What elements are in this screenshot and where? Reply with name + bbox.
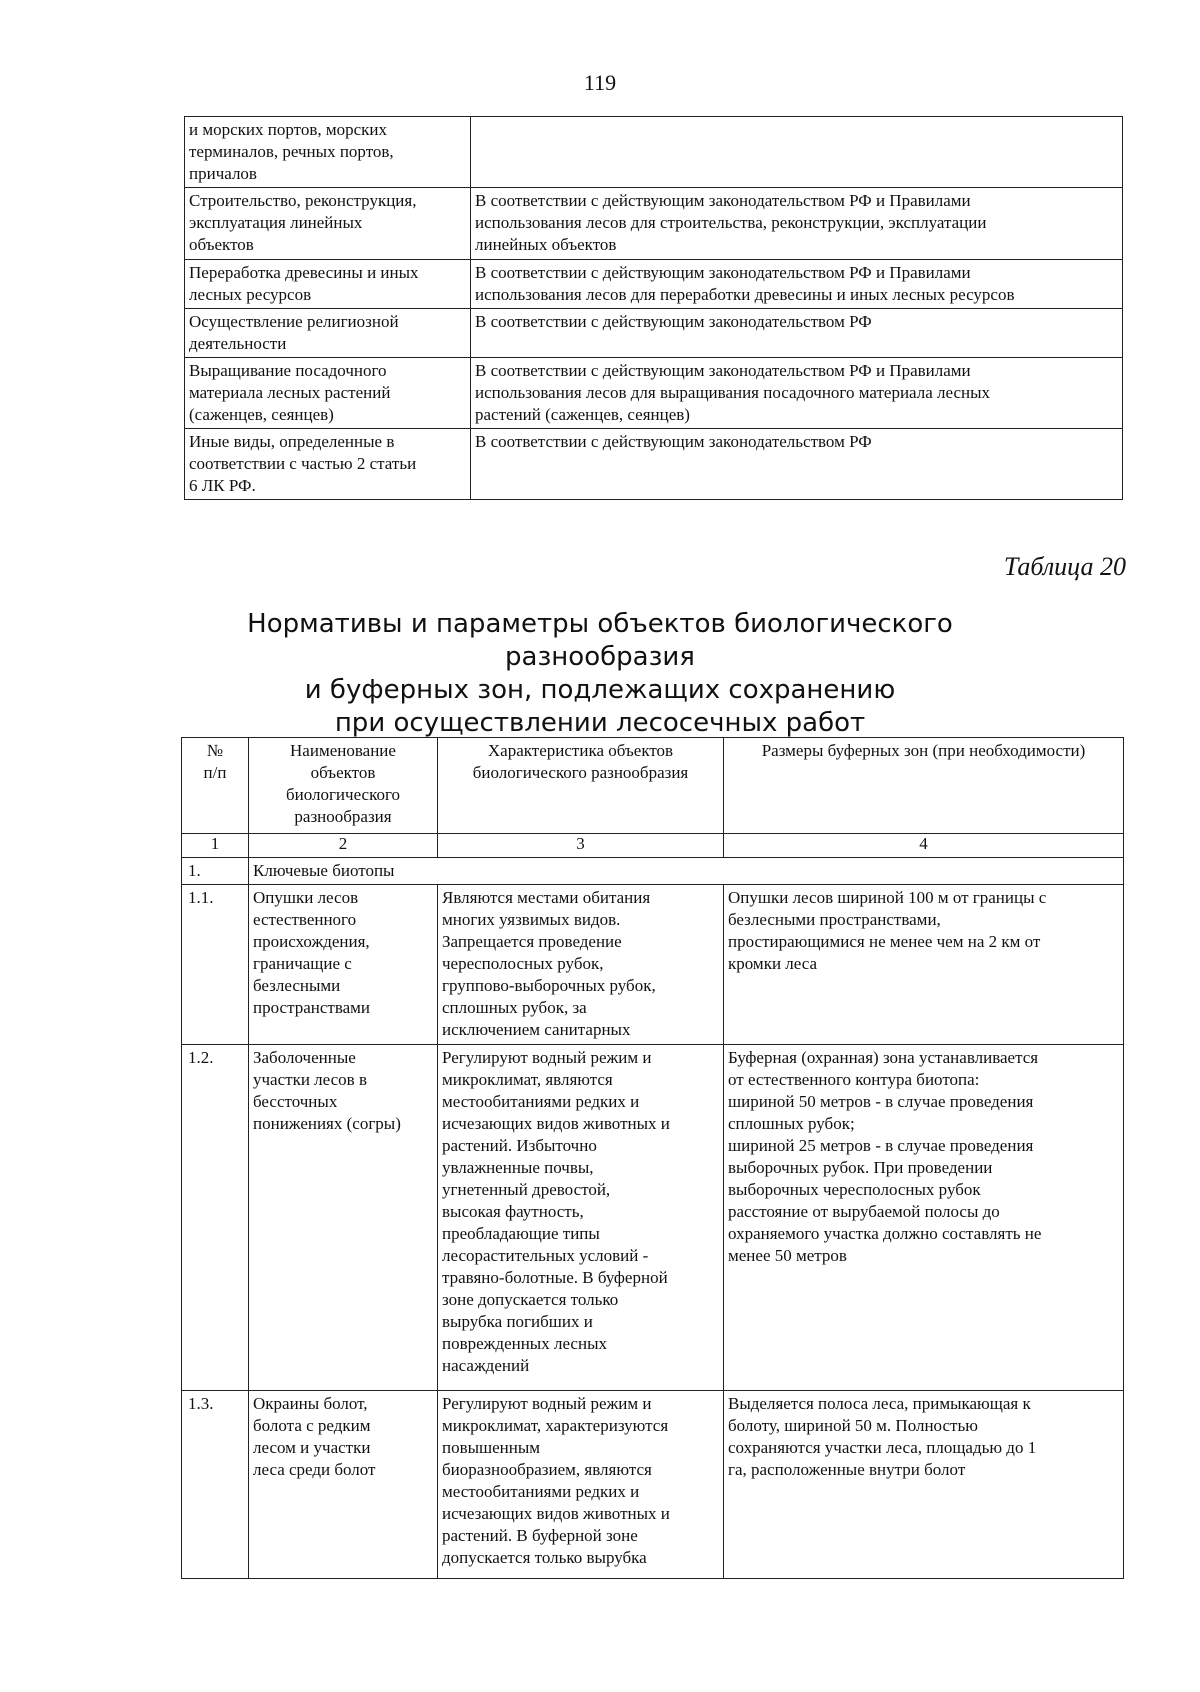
use-rules-cell: В соответствии с действующим законодательством РФ и Правилами использования лесов для переработки древесины и иных лесных ресурсов [471,260,1123,309]
table-row [185,309,1123,358]
object-name-cell: Окраины болот, болота с редким лесом и участки леса среди болот [249,1391,438,1579]
use-rules-cell: В соответствии с действующим законодательством РФ и Правилами использования лесов для выращивания посадочного материала лесных растений (саженцев, сеянцев) [471,358,1123,429]
characteristic-cell: Являются местами обитания многих уязвимых видов. Запрещается проведение череcполосных рубок, группово-выборочных рубок, сплошных рубок, за исключением санитарных [438,885,724,1045]
section-number: 1. [182,858,249,885]
table-row [182,1391,1124,1579]
row-number: 1.2. [182,1045,249,1391]
table-row [185,260,1123,309]
characteristic-cell: Регулируют водный режим и микроклимат, характеризуются повышенным биоразнообразием, являются местообитаниями редких и исчезающих видов животных и растений. В буферной зоне допускается только вырубка [438,1391,724,1579]
buffer-zone-cell: Опушки лесов шириной 100 м от границы с безлесными пространствами, простирающимися не менее чем на 2 км от кромки леса [724,885,1124,1045]
use-rules-cell: В соответствии с действующим законодательством РФ и Правилами использования лесов для строительства, реконструкции, эксплуатации линейных объектов [471,188,1123,260]
land-use-table [184,116,1123,500]
use-type-cell: Переработка древесины и иных лесных ресурсов [185,260,471,309]
table-header-row [182,738,1124,834]
object-name-cell: Заболоченные участки лесов в бессточных понижениях (согры) [249,1045,438,1391]
table-row [185,188,1123,260]
biodiversity-table [181,737,1124,1579]
table-row [182,1045,1124,1391]
characteristic-cell: Регулируют водный режим и микроклимат, являются местообитаниями редких и исчезающих видов животных и растений. Избыточно увлажненные почвы, угнетенный древостой, высокая фаутность, преобладающие типы лесорастительных условий - травяно-болотные. В буферной зоне допускается только вырубка погибших и поврежденных лесных насаждений [438,1045,724,1391]
column-number: 1 [182,834,249,858]
column-header-number: № п/п [182,738,249,834]
column-header-name: Наименование объектов биологического разнообразия [249,738,438,834]
table-row [185,117,1123,188]
use-type-cell: и морских портов, морских терминалов, речных портов, причалов [185,117,471,188]
object-name-cell: Опушки лесов естественного происхождения, граничащие с безлесными пространствами [249,885,438,1045]
use-rules-cell [471,117,1123,188]
use-rules-cell: В соответствии с действующим законодательством РФ [471,309,1123,358]
page-number: 119 [583,70,617,95]
row-number: 1.1. [182,885,249,1045]
buffer-zone-cell: Выделяется полоса леса, примыкающая к болоту, шириной 50 м. Полностью сохраняются участки леса, площадью до 1 га, расположенные внутри болот [724,1391,1124,1579]
table-row [185,429,1123,500]
use-type-cell: Осуществление религиозной деятельности [185,309,471,358]
section-title: Ключевые биотопы [249,858,1124,885]
use-type-cell: Выращивание посадочного материала лесных растений (саженцев, сеянцев) [185,358,471,429]
column-number: 2 [249,834,438,858]
table-row [182,885,1124,1045]
column-header-characteristic: Характеристика объектов биологического разнообразия [438,738,724,834]
table-row [185,358,1123,429]
buffer-zone-cell: Буферная (охранная) зона устанавливается от естественного контура биотопа: шириной 50 метров - в случае проведения сплошных рубок; шириной 25 метров - в случае проведения выборочных рубок. При проведении выборочных чересполосных рубок расстояние от вырубаемой полосы до охраняемого участка должно составлять не менее 50 метров [724,1045,1124,1391]
row-number: 1.3. [182,1391,249,1579]
use-type-cell: Строительство, реконструкция, эксплуатация линейных объектов [185,188,471,260]
column-number: 3 [438,834,724,858]
page-title: Нормативы и параметры объектов биологического разнообразия и буферных зон, подлежащих сохранению при осуществлении лесосечных работ [247,609,953,738]
column-number: 4 [724,834,1124,858]
column-header-buffer: Размеры буферных зон (при необходимости) [724,738,1124,834]
column-number-row [182,834,1124,858]
use-rules-cell: В соответствии с действующим законодательством РФ [471,429,1123,500]
use-type-cell: Иные виды, определенные в соответствии с частью 2 статьи 6 ЛК РФ. [185,429,471,500]
section-row [182,858,1124,885]
table-caption: Таблица 20 [1003,552,1126,581]
